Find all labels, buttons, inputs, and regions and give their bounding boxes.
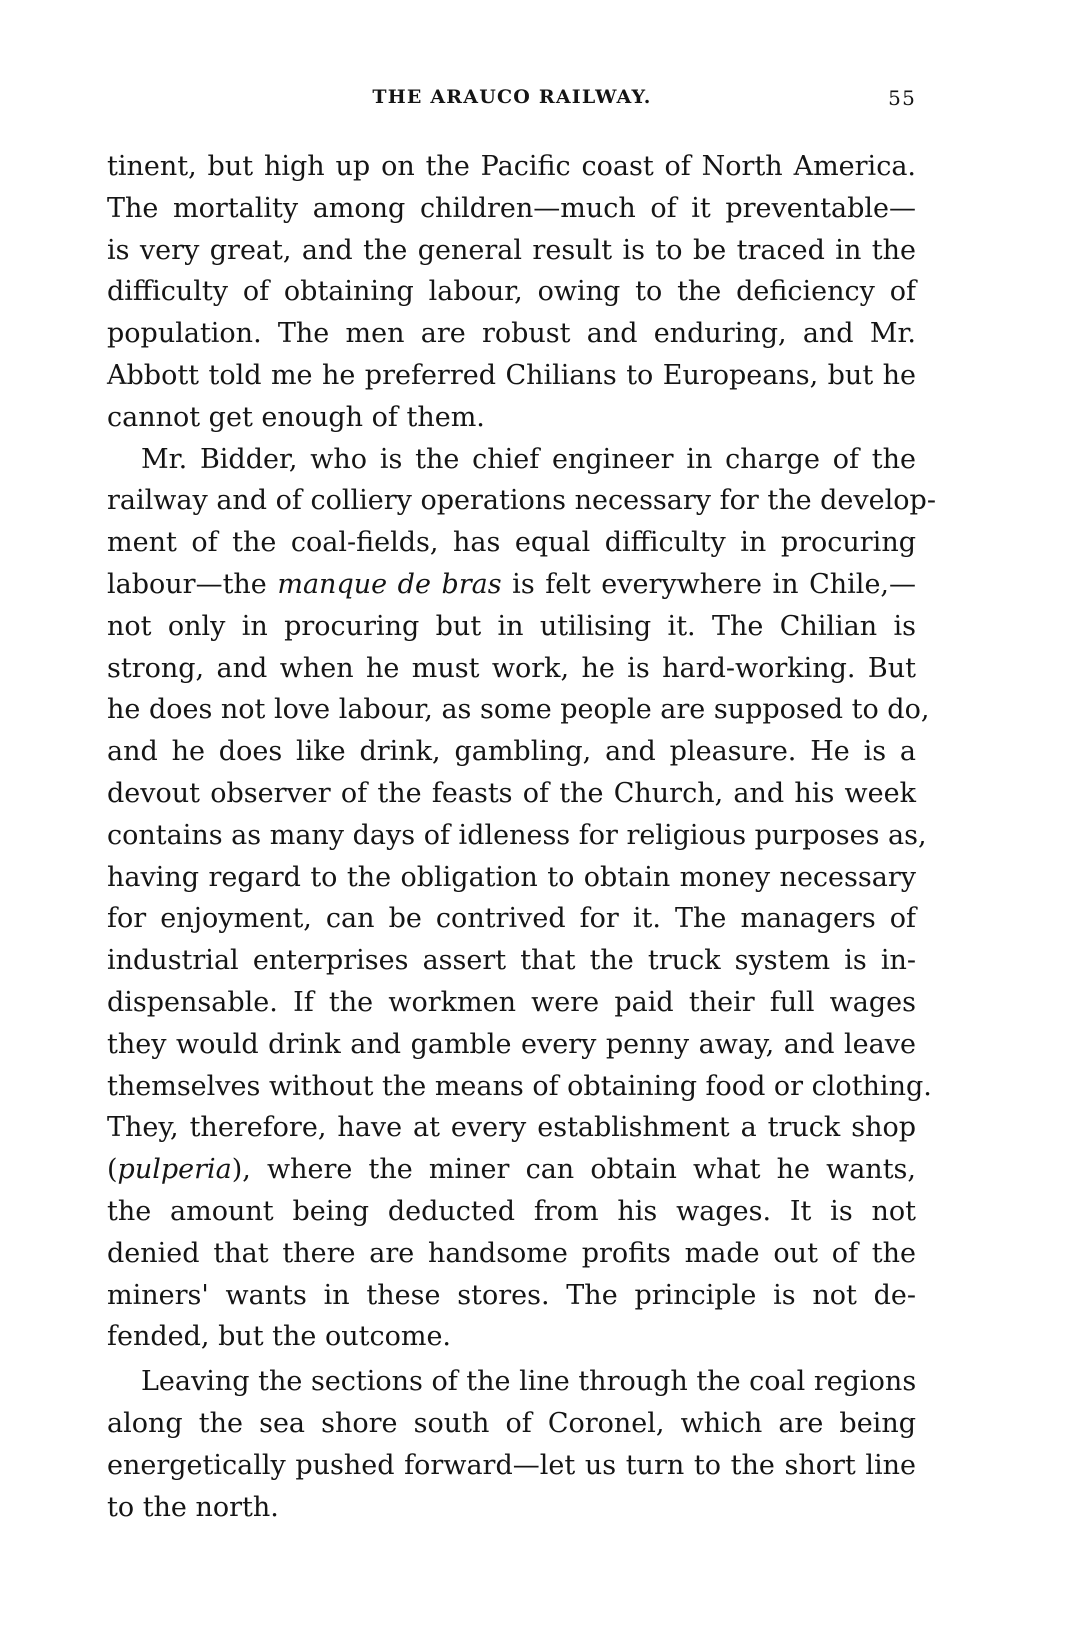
text-line: fended, but the outcome. — [107, 1321, 452, 1353]
text-line: industrial enterprises assert that the truck system is in- — [107, 945, 916, 977]
italic-phrase: manque de bras — [277, 568, 502, 600]
body-text — [107, 146, 936, 1528]
paragraph — [107, 439, 936, 1359]
text-line: railway and of colliery operations necessary for the develop- — [107, 485, 936, 517]
text-run: labour—the — [107, 568, 278, 600]
text-line: and he does like drink, gambling, and pleasure. He is a — [107, 736, 916, 768]
text-line: the amount being deducted from his wages. It is not — [107, 1195, 916, 1227]
page-number: 55 — [888, 86, 916, 110]
text-run: is felt everywhere in Chile,— — [501, 568, 917, 600]
text-line: strong, and when he must work, he is hard-working. But — [107, 652, 916, 684]
text-line — [107, 1149, 916, 1191]
text-line: ment of the coal-fields, has equal difficulty in procuring — [107, 527, 916, 559]
text-line: denied that there are handsome profits made out of the — [107, 1237, 916, 1269]
text-line: The mortality among children—much of it preventable— — [107, 192, 916, 224]
text-line: tinent, but high up on the Pacific coast of North America. — [107, 151, 916, 182]
text-line: for enjoyment, can be contrived for it. The managers of — [107, 903, 916, 935]
text-line: he does not love labour, as some people are supposed to do, — [107, 694, 930, 726]
paragraph — [107, 146, 916, 439]
text-line: dispensable. If the workmen were paid their full wages — [107, 986, 916, 1018]
text-line: Leaving the sections of the line through the coal regions — [141, 1366, 917, 1398]
text-line: themselves without the means of obtaining food or clothing. — [107, 1070, 932, 1102]
text-line: Mr. Bidder, who is the chief engineer in charge of the — [141, 443, 916, 475]
text-line: cannot get enough of them. — [107, 401, 485, 433]
text-line: along the sea shore south of Coronel, which are being — [107, 1407, 916, 1439]
text-line: to the north. — [107, 1491, 279, 1523]
running-title: THE ARAUCO RAILWAY. — [372, 86, 652, 108]
text-line: energetically pushed forward—let us turn to the short line — [107, 1449, 916, 1481]
running-head — [108, 86, 916, 116]
text-line: having regard to the obligation to obtain money necessary — [107, 861, 916, 893]
text-line: contains as many days of idleness for religious purposes as, — [107, 819, 927, 851]
text-line: not only in procuring but in utilising it. The Chilian is — [107, 610, 916, 642]
text-line: They, therefore, have at every establishment a truck shop — [107, 1112, 916, 1144]
text-run: ( — [107, 1154, 118, 1186]
text-line: Abbott told me he preferred Chilians to Europeans, but he — [107, 359, 916, 391]
text-line: population. The men are robust and enduring, and Mr. — [107, 318, 916, 350]
text-line — [107, 564, 916, 606]
text-run: ), where the miner can obtain what he wants, — [231, 1154, 916, 1186]
paragraph — [107, 1361, 916, 1528]
text-line: they would drink and gamble every penny away, and leave — [107, 1028, 916, 1060]
text-line: miners' wants in these stores. The principle is not de- — [107, 1279, 916, 1311]
italic-phrase: pulperia — [117, 1154, 232, 1186]
text-line: is very great, and the general result is to be traced in the — [107, 234, 916, 266]
text-line: difficulty of obtaining labour, owing to the deficiency of — [107, 276, 916, 308]
text-line: devout observer of the feasts of the Church, and his week — [107, 777, 916, 809]
